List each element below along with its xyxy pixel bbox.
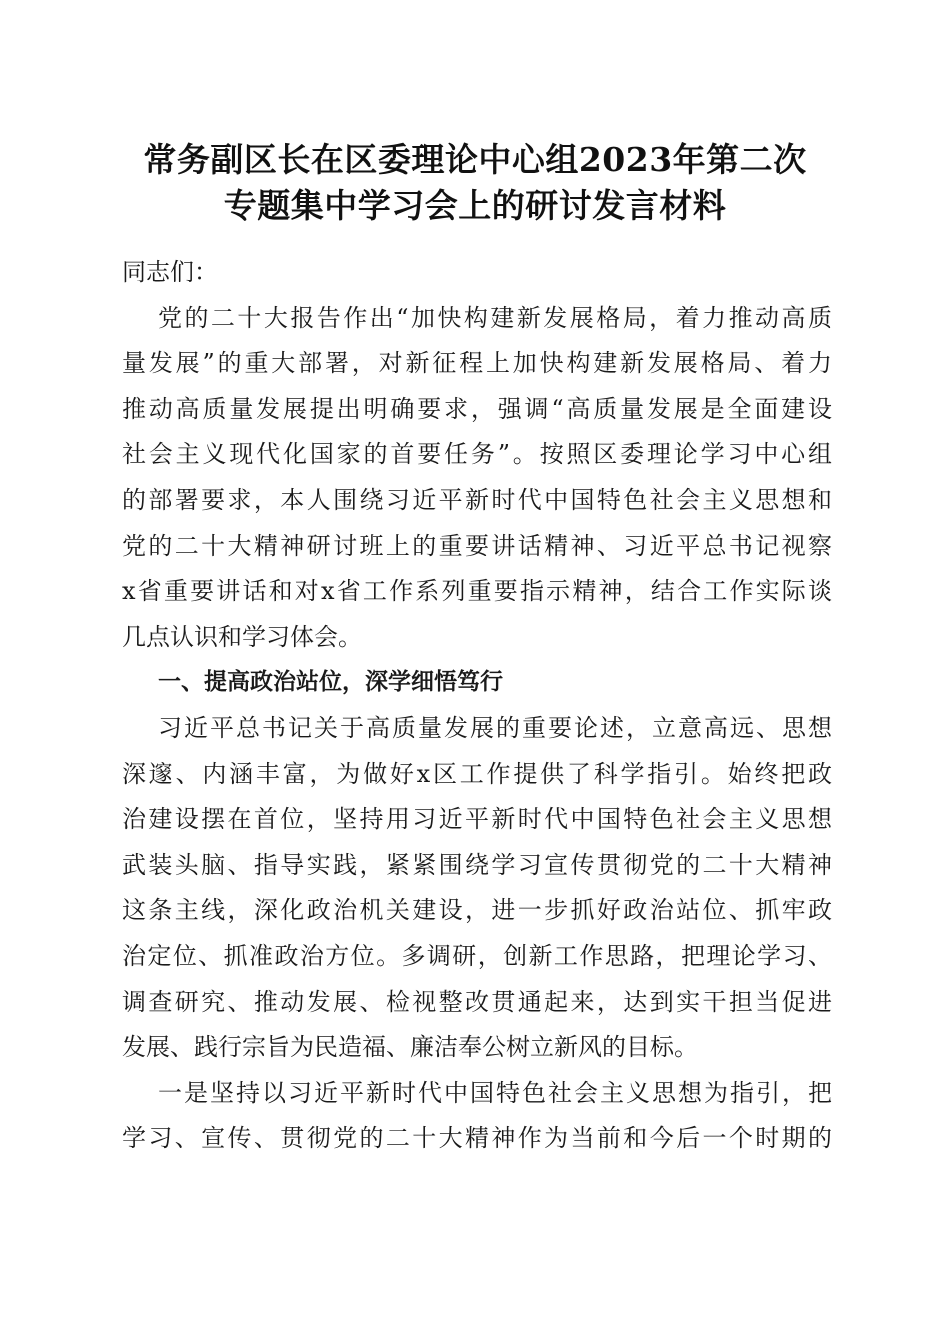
paragraph-1-line-4 (122, 432, 832, 478)
document-title-line-1: 常务副区长在区委理论中心组2023年第二次 (143, 140, 807, 179)
paragraph-text: 党的二十大报告作出“加快构建新发展格局，着力推动高质 (158, 303, 832, 332)
paragraph-text: 社会主义现代化国家的首要任务”。按照区委理论学习中心组 (122, 440, 832, 469)
paragraph-text: 这条主线，深化政治机关建设，进一步抓好政治站位、抓牢政 (122, 896, 832, 925)
paragraph-text: 武装头脑、指导实践，紧紧围绕学习宣传贯彻党的二十大精神 (122, 850, 832, 879)
paragraph-text: 治定位、抓准政治方位。多调研，创新工作思路，把理论学习、 (122, 941, 832, 970)
paragraph-2-line-4 (122, 843, 832, 889)
paragraph-1-line-5 (122, 478, 832, 524)
paragraph-text: 量发展”的重大部署，对新征程上加快构建新发展格局、着力 (122, 349, 832, 378)
paragraph-1-line-3 (122, 387, 832, 433)
document-body (122, 250, 832, 1162)
paragraph-text: 习近平总书记关于高质量发展的重要论述，立意高远、思想 (158, 713, 832, 742)
paragraph-1-line-8 (122, 615, 832, 661)
paragraph-text: 学习、宣传、贯彻党的二十大精神作为当前和今后一个时期的 (122, 1124, 832, 1153)
section-heading-1 (122, 660, 832, 706)
paragraph-2-line-1 (122, 706, 832, 752)
paragraph-2-line-7 (122, 980, 832, 1026)
paragraph-2-line-6 (122, 934, 832, 980)
paragraph-text: x省重要讲话和对x省工作系列重要指示精神，结合工作实际谈 (122, 577, 832, 606)
paragraph-text: 发展、践行宗旨为民造福、廉洁奉公树立新风的目标。 (122, 1033, 698, 1062)
paragraph-3-line-2 (122, 1116, 832, 1162)
paragraph-text: 推动高质量发展提出明确要求，强调“高质量发展是全面建设 (122, 394, 832, 423)
salutation-text: 同志们： (122, 258, 218, 286)
paragraph-text: 调查研究、推动发展、检视整改贯通起来，达到实干担当促进 (122, 987, 832, 1016)
salutation (122, 250, 832, 296)
paragraph-text: 几点认识和学习体会。 (122, 622, 362, 651)
section-heading-text: 一、提高政治站位，深学细悟笃行 (158, 669, 503, 696)
paragraph-1-line-6 (122, 524, 832, 570)
paragraph-1-line-1 (122, 296, 832, 342)
paragraph-1-line-2 (122, 341, 832, 387)
paragraph-2-line-2 (122, 752, 832, 798)
paragraph-3-line-1 (122, 1071, 832, 1117)
document-title-line-2: 专题集中学习会上的研讨发言材料 (223, 186, 727, 225)
paragraph-2-line-5 (122, 888, 832, 934)
paragraph-text: 治建设摆在首位，坚持用习近平新时代中国特色社会主义思想 (122, 805, 832, 834)
paragraph-text: 一是坚持以习近平新时代中国特色社会主义思想为指引，把 (158, 1078, 832, 1107)
paragraph-text: 党的二十大精神研讨班上的重要讲话精神、习近平总书记视察 (122, 531, 832, 560)
paragraph-1-line-7 (122, 569, 832, 615)
paragraph-text: 深邃、内涵丰富，为做好x区工作提供了科学指引。始终把政 (122, 759, 832, 788)
paragraph-2-line-8 (122, 1025, 832, 1071)
paragraph-2-line-3 (122, 797, 832, 843)
paragraph-text: 的部署要求，本人围绕习近平新时代中国特色社会主义思想和 (122, 485, 832, 514)
